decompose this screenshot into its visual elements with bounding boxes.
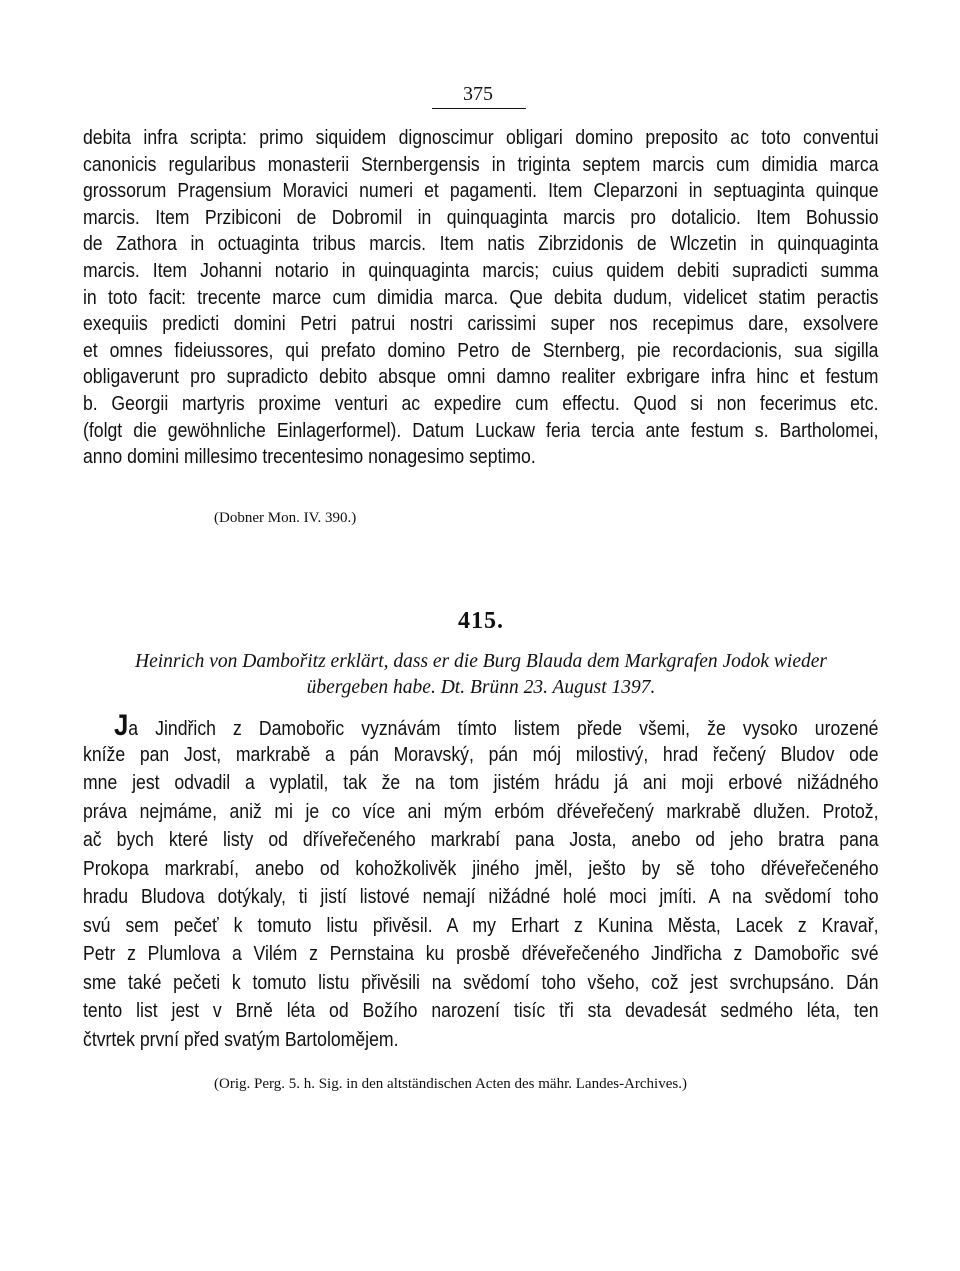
text-line: obligaverunt pro supradicto debito absque omni damno realiter exbrigare infra hinc et festum [83, 365, 879, 389]
page-number: 375 [463, 83, 493, 105]
text-line: práva nejmáme, aniž mi je co více ani mým erbóm dřéveřečený markrabě dlužen. Protož, [83, 799, 879, 823]
text-line: canonicis regularibus monasterii Sternbergensis in triginta septem marcis cum dimidia marca [83, 152, 879, 176]
continued-text [83, 125, 879, 471]
document-heading-line-1: Heinrich von Dambořitz erklärt, dass er die Burg Blauda dem Markgrafen Jodok wieder [135, 651, 827, 672]
text-line: hradu Bludova dotýkaly, ti jistí listové nemají nižádné holé moci jmíti. A na svědomí toho [83, 885, 879, 908]
document-number: 415. [458, 608, 504, 634]
text-line: anno domini millesimo trecentesimo nonagesimo septimo. [83, 445, 536, 469]
text-line: svú sem pečeť k tomuto listu přivěsil. A my Erhart z Kunina Města, Lacek z Kravař, [83, 913, 879, 937]
text-line: sme také pečeti k tomuto listu přivěsili na svědomí toho všeho, což jest svrchupsáno. Dán [83, 970, 879, 994]
text-line: (folgt die gewöhnliche Einlagerformel). Datum Luckaw feria tercia ante festum s. Bartholomei, [83, 418, 879, 442]
text-line: et omnes fideiussores, qui prefato domino Petro de Sternberg, pie recordacionis, sua sigilla [83, 338, 879, 362]
document-heading-line-2: übergeben habe. Dt. Brünn 23. August 1397. [306, 677, 656, 698]
text-line: de Zathora in octuaginta tribus marcis. Item natis Zibrzidonis de Wlczetin in quinquaginta [83, 232, 879, 256]
text-line: Petr z Plumlova a Vilém z Pernstaina ku prosbě dřéveřečeného Jindřicha z Damobořic své [83, 942, 879, 965]
text-line: marcis. Item Johanni notario in quinquaginta marcis; cuius quidem debiti supradicti summa [83, 258, 879, 282]
archive-citation: (Orig. Perg. 5. h. Sig. in den altständischen Acten des mähr. Landes-Archives.) [214, 1076, 687, 1092]
charter-text [83, 709, 879, 1054]
page-number-rule [432, 108, 526, 109]
text-line: kníže pan Jost, markrabě a pán Moravský, pán mój milostivý, hrad řečený Bludov ode [83, 742, 879, 766]
text-line: čtvrtek první před svatým Bartolomějem. [83, 1027, 399, 1051]
text-line: exequiis predicti domini Petri patrui nostri carissimi super nos recepimus dare, exsolvere [83, 312, 879, 336]
text-line: debita infra scripta: primo siquidem dignoscimur obligari domino preposito ac toto conventui [83, 126, 879, 149]
text-line: b. Georgii martyris proxime venturi ac expedire cum effectu. Quod si non fecerimus etc. [83, 391, 879, 415]
text-line-content: a Jindřich z Damobořic vyznávám tímto listem přede všemi, že vysoko urozené [128, 717, 879, 740]
text-line: in toto facit: trecente marce cum dimidia marca. Que debita dudum, videlicet statim peractis [83, 285, 879, 309]
text-line: grossorum Pragensium Moravici numeri et pagamenti. Item Cleparzoni in septuaginta quinque [83, 179, 879, 203]
text-line: mne jest odvadil a vyplatil, tak že na tom jistém hrádu já ani moji erbové nižádného [83, 771, 879, 794]
text-line: marcis. Item Przibiconi de Dobromil in quinquaginta marcis pro dotalicio. Item Bohussio [83, 205, 879, 229]
source-citation: (Dobner Mon. IV. 390.) [214, 510, 357, 526]
text-line: ač bych které listy od dříveřečeného markrabí pana Josta, anebo od jeho bratra pana [83, 828, 879, 851]
text-line: tento list jest v Brně léta od Božího narození tisíc tři sta devadesát sedmého léta, ten [83, 999, 879, 1022]
text-line [83, 709, 879, 742]
text-line: Prokopa markrabí, anebo od kohožkolivěk jiného jměl, ješto by sě toho dřéveřečeného [83, 856, 879, 880]
drop-initial: J [113, 709, 129, 742]
